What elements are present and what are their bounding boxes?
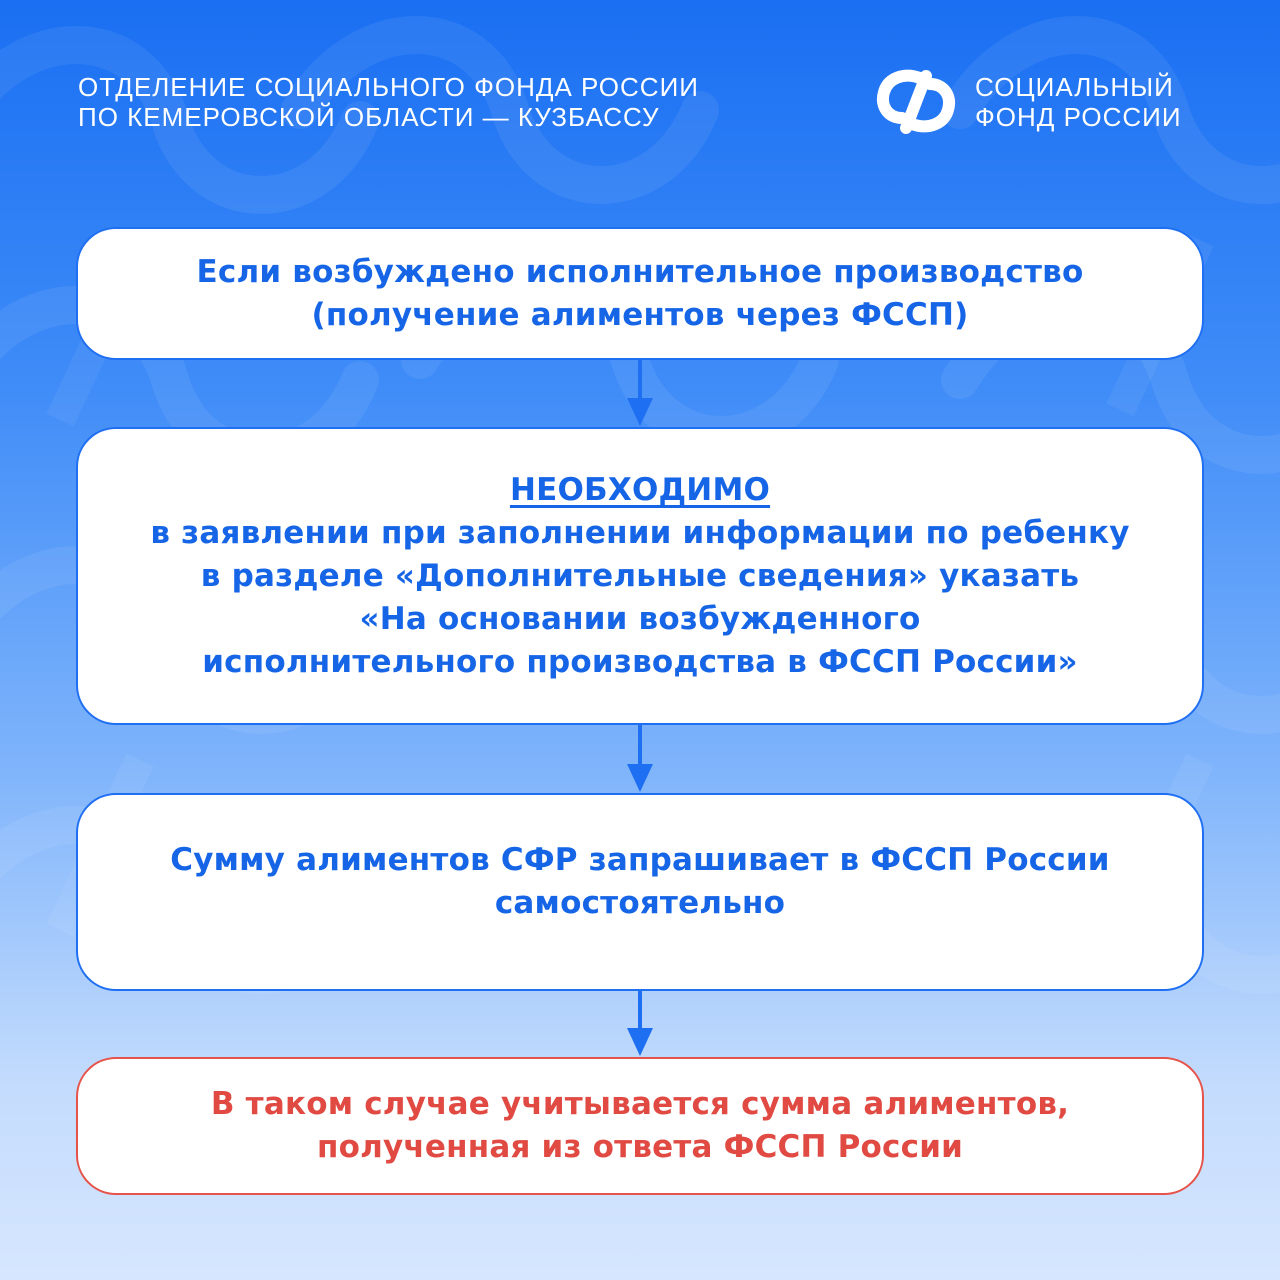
flow-step-2-line3: «На основании возбужденного [359,600,921,637]
sfr-logo-icon [874,66,958,136]
flow-step-1 [76,227,1204,360]
arrow-down-icon [624,360,656,427]
flow-result [76,1057,1204,1195]
flow-step-3 [76,793,1204,991]
organization-name [78,72,699,132]
flow-step-2 [76,427,1204,725]
logo-text-line1: СОЦИАЛЬНЫЙ [975,72,1174,102]
flow-step-2-line4: исполнительного производства в ФССП России» [202,643,1078,680]
flow-step-3-line1: Сумму алиментов СФР запрашивает в ФССП России [170,842,1110,878]
flow-step-2-line2: в разделе «Дополнительные сведения» указать [200,557,1080,594]
organization-name-line2: ПО КЕМЕРОВСКОЙ ОБЛАСТИ — КУЗБАССУ [78,102,660,132]
flow-step-3-line2: самостоятельно [494,885,786,921]
flow-step-1-line1: Если возбуждено исполнительное производство [196,253,1084,290]
flow-result-line2: полученная из ответа ФССП России [316,1129,964,1165]
arrow-down-icon [624,991,656,1057]
flow-step-2-heading: НЕОБХОДИМО [509,471,771,508]
organization-name-line1: ОТДЕЛЕНИЕ СОЦИАЛЬНОГО ФОНДА РОССИИ [78,72,699,102]
logo-text-line2: ФОНД РОССИИ [975,102,1182,132]
logo-text [975,72,1182,132]
arrow-down-icon [624,725,656,793]
flow-step-2-line1: в заявлении при заполнении информации по ребенку [150,514,1130,551]
flow-result-line1: В таком случае учитывается сумма алиментов, [210,1086,1070,1122]
flow-step-1-line2: (получение алиментов через ФССП) [311,296,969,333]
